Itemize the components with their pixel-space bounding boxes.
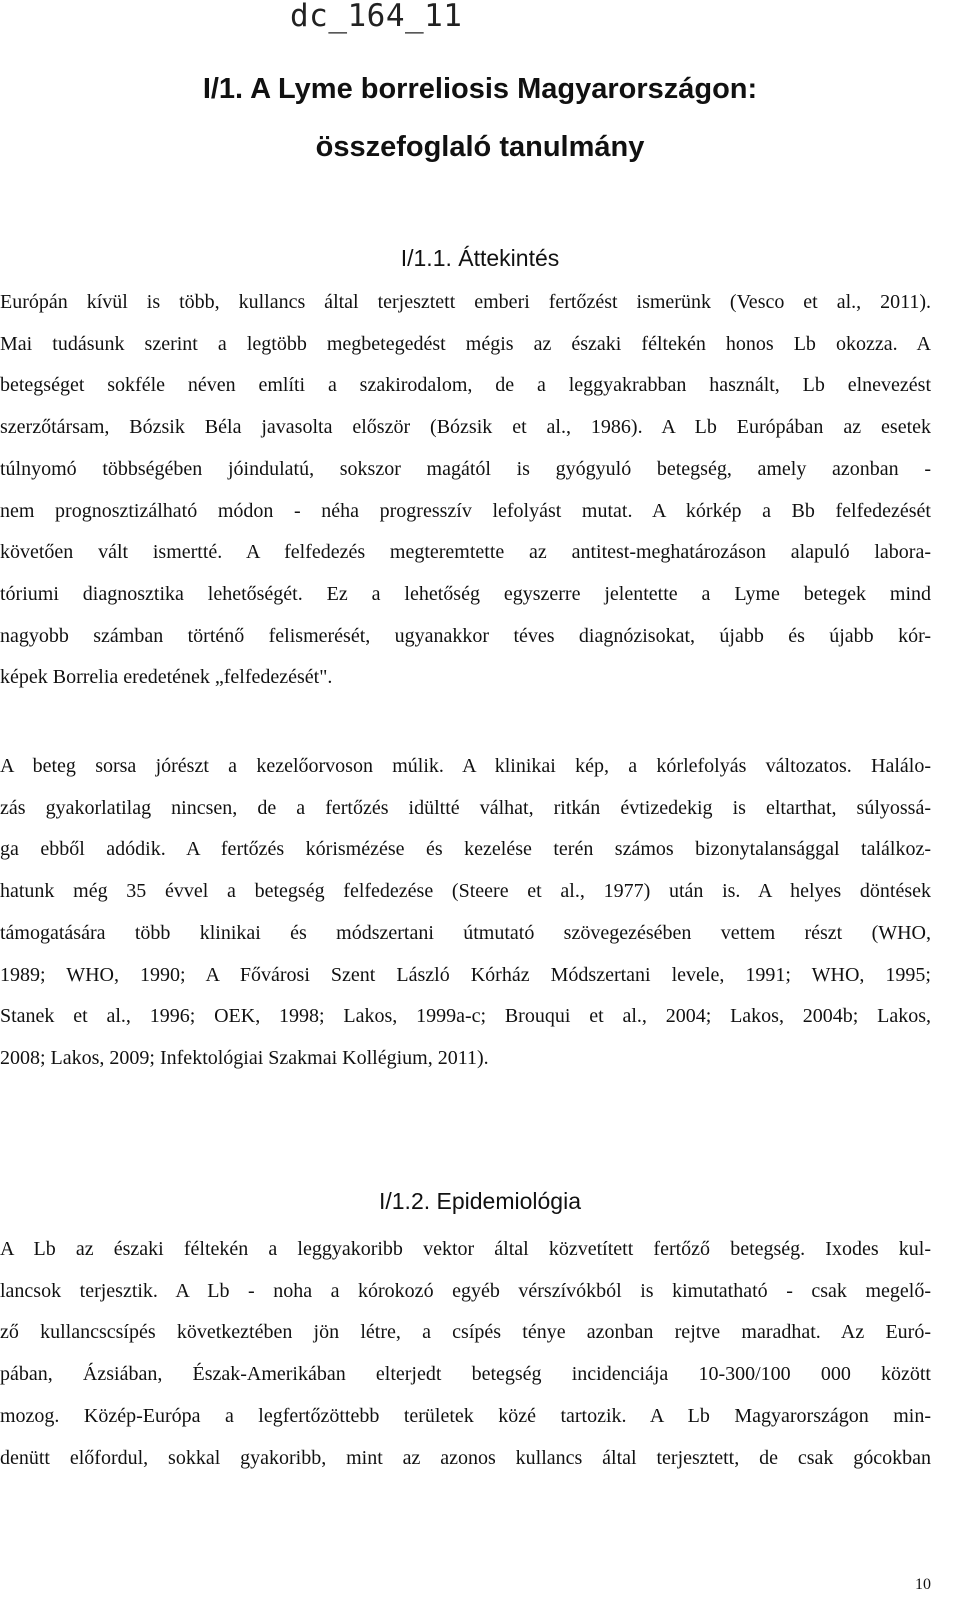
text-line: betegséget sokféle néven említi a szakirodalom, de a leggyakrabban használt, Lb elnevezést (0, 374, 931, 397)
text-line: mozog. Közép-Európa a legfertőzöttebb területek közé tartozik. A Lb Magyarországon min- (0, 1404, 931, 1427)
text-line: lancsok terjesztik. A Lb - noha a kórokozó egyéb vérszívókból is kimutatható - csak megelő- (0, 1279, 931, 1302)
section-heading-epidemiology: I/1.2. Epidemiológia (378, 1188, 581, 1214)
section-heading-overview: I/1.1. Áttekintés (400, 245, 560, 271)
paragraph-epidemiology-1 (0, 1229, 931, 1479)
page-title (0, 60, 960, 176)
text-line: szerzőtársam, Bózsik Béla javasolta először (Bózsik et al., 1986). A Lb Európában az esetek (0, 416, 931, 439)
text-line: Mai tudásunk szerint a legtöbb megbetegedést mégis az északi féltekén honos Lb okozza. A (0, 332, 931, 355)
page-number: 10 (915, 1576, 931, 1593)
text-line: nem prognosztizálható módon - néha progresszív lefolyást mutat. A kórkép a Bb felfedezését (0, 499, 931, 522)
paragraph-overview-1 (0, 282, 931, 699)
text-line: tóriumi diagnosztika lehetőségét. Ez a lehetőség egyszerre jelentette a Lyme betegek mind (0, 582, 931, 605)
text-line: nagyobb számban történő felismerését, ugyanakkor téves diagnózisokat, újabb és újabb kór- (0, 624, 931, 647)
text-line: képek Borrelia eredetének „felfedezését". (0, 666, 333, 689)
text-line: Európán kívül is több, kullancs által terjesztett emberi fertőzést ismerünk (Vesco et al., 2011). (0, 291, 931, 313)
text-line: követően vált ismertté. A felfedezés megteremtette az antitest-meghatározáson alapuló labora- (0, 541, 931, 564)
page-title-line-1: I/1. A Lyme borreliosis Magyarországon: (202, 73, 758, 105)
text-line: denütt előfordul, sokkal gyakoribb, mint az azonos kullancs által terjesztett, de csak gócokban (0, 1446, 931, 1469)
text-line: ző kullancscsípés következtében jön létre, a csípés ténye azonban rejtve maradhat. Az Euró- (0, 1321, 931, 1344)
text-line: 2008; Lakos, 2009; Infektológiai Szakmai Kollégium, 2011). (0, 1046, 489, 1069)
text-line: 1989; WHO, 1990; A Fővárosi Szent László Kórház Módszertani levele, 1991; WHO, 1995; (0, 963, 931, 986)
text-line: Stanek et al., 1996; OEK, 1998; Lakos, 1999a-c; Brouqui et al., 2004; Lakos, 2004b; Lakos, (0, 1005, 931, 1028)
text-line: támogatására több klinikai és módszertani útmutató szövegezésében vettem részt (WHO, (0, 921, 931, 944)
text-line: hatunk még 35 évvel a betegség felfedezése (Steere et al., 1977) után is. A helyes döntések (0, 880, 931, 903)
text-line: túlnyomó többségében jóindulatú, sokszor magától is gyógyuló betegség, amely azonban - (0, 457, 931, 480)
paragraph-overview-2 (0, 746, 931, 1080)
text-line: ga ebből adódik. A fertőzés kórismézése és kezelése terén számos bizonytalansággal találkoz- (0, 838, 931, 861)
text-line: A beteg sorsa jórészt a kezelőorvoson múlik. A klinikai kép, a kórlefolyás változatos. Halálo- (0, 755, 931, 777)
text-line: zás gyakorlatilag nincsen, de a fertőzés idültté válhat, ritkán évtizedekig is eltarthat, súlyossá- (0, 796, 931, 819)
text-line: A Lb az északi féltekén a leggyakoribb vektor által közvetített fertőző betegség. Ixodes kul- (0, 1238, 931, 1260)
page-title-line-2: összefoglaló tanulmány (315, 131, 645, 163)
doc-id: dc_164_11 (290, 0, 463, 34)
text-line: pában, Ázsiában, Észak-Amerikában elterjedt betegség incidenciája 10-300/100 000 között (0, 1363, 931, 1386)
